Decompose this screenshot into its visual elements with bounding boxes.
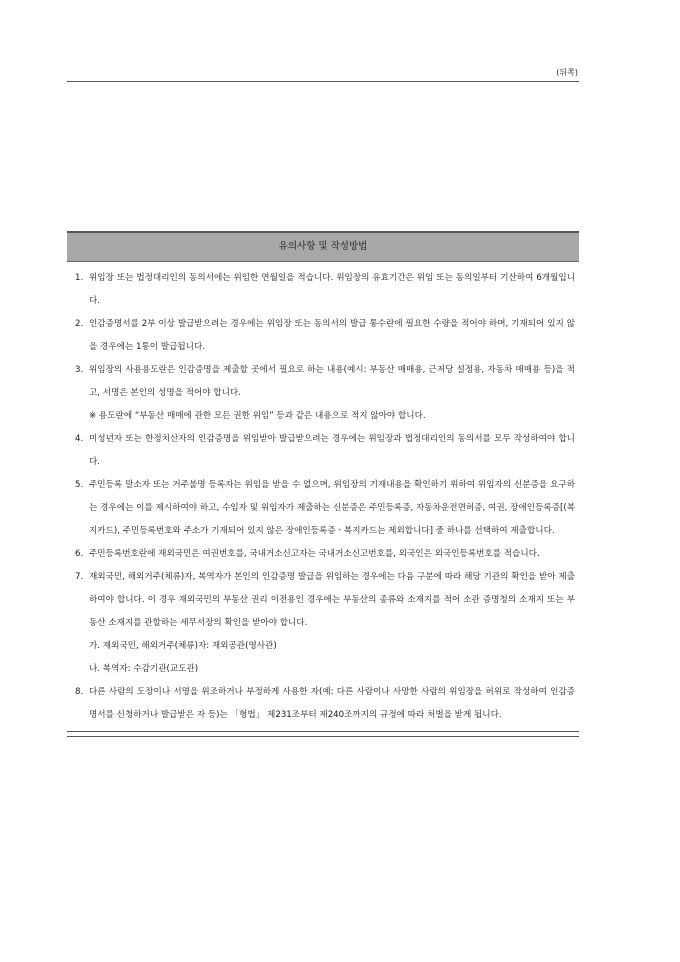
note-item-6 — [75, 543, 575, 566]
note-number: 7. — [75, 572, 84, 582]
note-number: 3. — [75, 365, 84, 375]
note-number: 2. — [75, 319, 84, 329]
bottom-double-rule — [67, 731, 579, 737]
note-item-3 — [75, 359, 575, 428]
note-item-1 — [75, 267, 575, 313]
note-item-2 — [75, 313, 575, 359]
note-main-text: 위임장의 사용용도란은 인감증명을 제출할 곳에서 필요로 하는 내용(예시: 부동산 매매용, 근저당 설정용, 자동차 매매용 등)을 적고, 서명은 본인의 성명을 적어야 합니다. — [89, 365, 575, 398]
note-text — [89, 566, 575, 681]
notes-list — [67, 262, 579, 727]
notes-title: 유의사항 및 작성방법 — [67, 231, 579, 262]
note-item-4 — [75, 428, 575, 474]
note-number: 5. — [75, 480, 84, 490]
note-item-7 — [75, 566, 575, 681]
note-sub-item: 나. 복역자: 수감기관(교도관) — [89, 664, 199, 674]
notes-section — [67, 231, 579, 737]
note-number: 1. — [75, 273, 84, 283]
note-text: 주민등록 말소자 또는 거주불명 등록자는 위임을 받을 수 없으며, 위임장의 기재내용을 확인하기 위하여 위임자의 신분증을 요구하는 경우에는 이를 제시하여야 하고, 수임자 및 위임자가 제출하는 신분증은 주민등록증, 자동차운전면허증, 여권, 장애인등록증[(복지카드), 주민등록번호와 주소가 기재되어 있지 않은 장애인등록증ㆍ복지카드는 제외합니다] 중 하나를 선택하여 제출합니다. — [89, 480, 575, 536]
note-text — [89, 359, 575, 428]
note-number: 6. — [75, 549, 84, 559]
back-side-label: (뒤쪽) — [556, 68, 578, 77]
note-text: 위임장 또는 법정대리인의 동의서에는 위임한 연월일을 적습니다. 위임장의 유효기간은 위임 또는 동의일부터 기산하여 6개월입니다. — [89, 273, 575, 306]
note-item-5 — [75, 474, 575, 543]
note-number: 4. — [75, 434, 84, 444]
note-main-text: 재외국민, 해외거주(체류)자, 복역자가 본인의 인감증명 발급을 위임하는 경우에는 다음 구분에 따라 해당 기관의 확인을 받아 제출하여야 합니다. 이 경우 재외국민의 부동산 권리 이전용인 경우에는 부동산의 종류와 소재지를 적어 소관 증명청의 소재지 또는 부동산 소재지를 관할하는 세무서장의 확인을 받아야 합니다. — [89, 572, 575, 628]
top-divider — [67, 81, 579, 82]
note-text: 인감증명서를 2부 이상 발급받으려는 경우에는 위임장 또는 동의서의 발급 통수란에 필요한 수량을 적어야 하며, 기재되어 있지 않을 경우에는 1통이 발급됩니다. — [89, 319, 575, 352]
note-number: 8. — [75, 687, 84, 697]
note-sub-item: 가. 재외국민, 해외거주(체류)자: 재외공관(영사관) — [89, 641, 277, 651]
note-text: 다른 사람의 도장이나 서명을 위조하거나 부정하게 사용한 자(예: 다른 사람이나 사망한 사람의 위임장을 허위로 작성하여 인감증명서를 신청하거나 발급받은 자 등)는 「형법」 제231조부터 제240조까지의 규정에 따라 처벌을 받게 됩니다. — [89, 687, 575, 720]
note-caution-text: ※ 용도란에 “부동산 매매에 관한 모든 권한 위임” 등과 같은 내용으로 적지 않아야 합니다. — [89, 411, 426, 421]
note-item-8 — [75, 681, 575, 727]
note-text: 미성년자 또는 한정치산자의 인감증명을 위임받아 발급받으려는 경우에는 위임장과 법정대리인의 동의서를 모두 작성하여야 합니다. — [89, 434, 575, 467]
note-text: 주민등록번호란에 재외국민은 여권번호를, 국내거소신고자는 국내거소신고번호를, 외국인은 외국인등록번호를 적습니다. — [89, 549, 540, 559]
